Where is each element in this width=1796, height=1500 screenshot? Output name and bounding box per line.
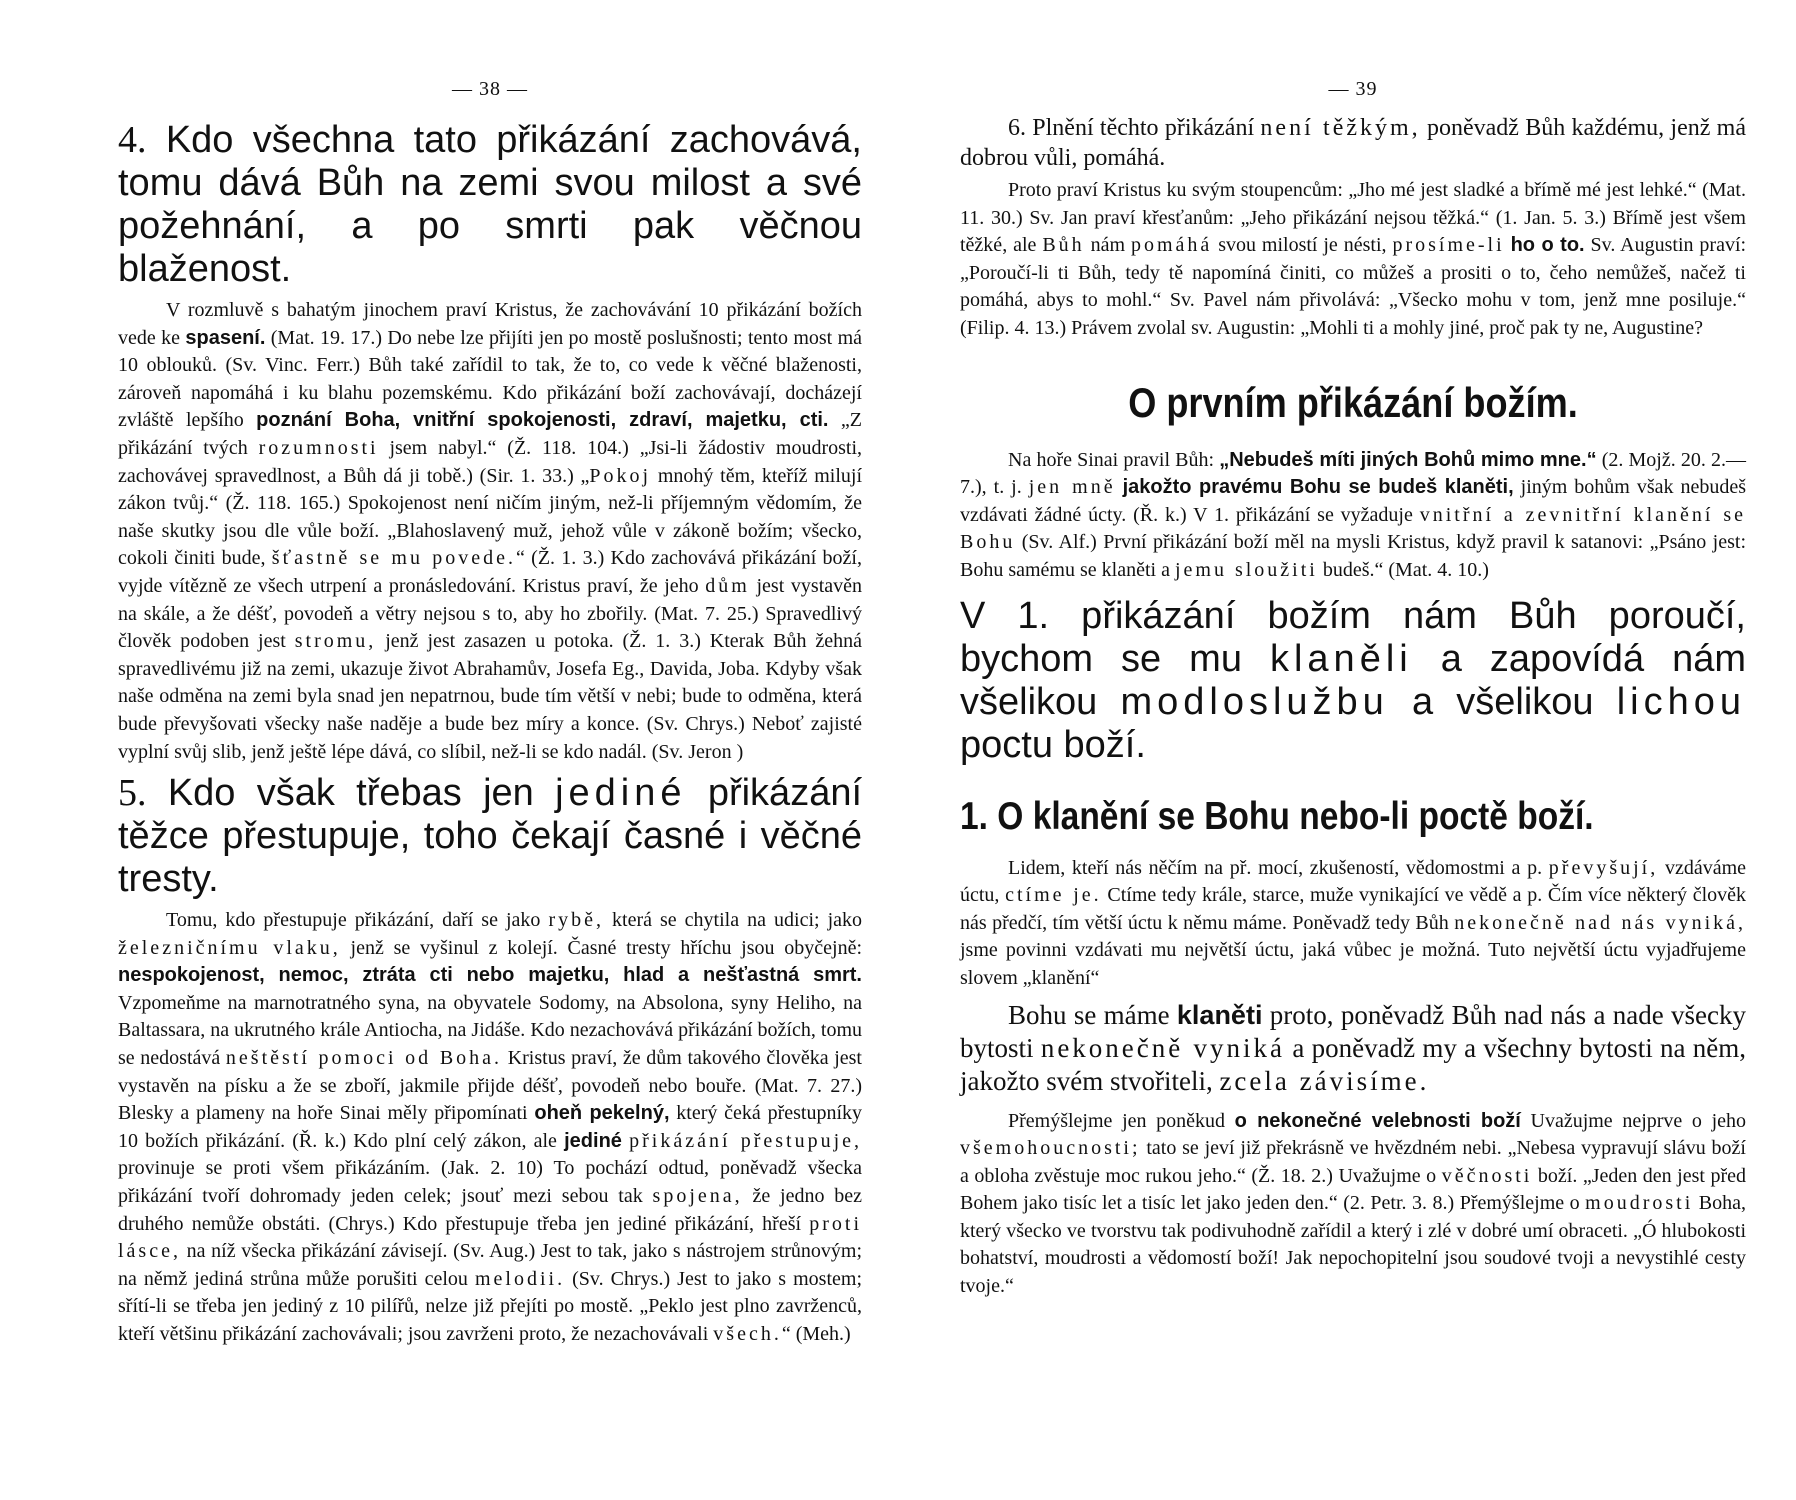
spaced-run: nekonečně nad nás vyniká,	[1454, 911, 1747, 934]
text-run: (Sv. Chrys.) Jest to jako s mostem; sřítí-li se třeba jen jediný z 10 pilířů, nelze již přejíti po mostě. „Peklo jest plno zavrženců, kteří většinu přikázání zachovávali; jsou zavrženi proto, že nezachovávali	[118, 1267, 862, 1345]
text-run: jenž se vyšinul z kolejí. Časné tresty hříchu jsou obyčejně:	[350, 936, 863, 959]
text-run: který čeká přestupníky 10 božích přikázání. (Ř. k.) Kdo plní celý zákon, ale	[118, 1102, 863, 1152]
text-run: poněvadž Bůh každému, jenž má dobrou vůli, pomáhá.	[960, 115, 1747, 171]
spaced-run: vnitřní a zevnitřní klanění se Bohu	[960, 503, 1746, 554]
spaced-run: věčnosti	[1441, 1164, 1533, 1187]
section-4-text: Kdo všechna tato přikázání zachovává, tomu dává Bůh na zemi svou milost a své požehnání, a po smrti pak věčnou blaženost.	[118, 119, 862, 290]
bold-run: o nekonečné velebnosti boží	[1234, 1109, 1521, 1132]
bold-run: klaněti	[1176, 999, 1263, 1030]
spaced-run: všech.	[713, 1323, 782, 1345]
text-run: a zapovídá nám všelikou	[960, 637, 1746, 723]
spaced-run: není těžkým,	[1260, 115, 1421, 141]
spaced-run: moudrosti	[1585, 1192, 1694, 1215]
spaced-run: přikázání přestupuje,	[629, 1129, 863, 1152]
spaced-run: železničnímu vlaku,	[118, 936, 341, 959]
text-run: jiným bohům však nebudeš vzdávati žádné úcty. (Ř. k.) V 1. přikázání se vyžaduje	[960, 476, 1747, 526]
text-run: jest vystavěn na skále, a že déšť, povodeň a větry nejsou s to, aby ho zbořily. (Mat. 7. 25.) Spravedlivý člověk podoben jest	[118, 574, 863, 653]
text-run: jenž jest zasazen u potoka. (Ž. 1. 3.) Kterak Bůh žehná spravedlivému již na zemi, ukazuje život Abrahamův, Josefa Eg., Davida, Joba. Kdyby však naše odměna na zemi byla snad jen nepatrnou, bude tím větší v nebi; bude to odměna, která bude převyšovati všecky naše naděje a bude bez míry a konce. (Sv. Chrys.) Neboť zajisté vyplní svůj slib, jenž ještě lépe dává, co slíbil, než-li se kdo nadál. (Sv. Jeron )	[118, 630, 863, 763]
spaced-run: dům	[705, 574, 750, 597]
text-run: Lidem, kteří nás něčím na př. mocí, zkušeností, vědomostmi a p.	[1008, 856, 1543, 879]
worship-reason	[960, 999, 1746, 1098]
spaced-run: Bůh	[1042, 234, 1085, 257]
spaced-run: jen mně	[1028, 476, 1116, 499]
spaced-run: rozumnosti	[258, 436, 379, 459]
spaced-run: zcela závisíme.	[1219, 1065, 1430, 1096]
text-run: Uvažujme nejprve o jeho	[1530, 1109, 1747, 1132]
section-4-heading	[118, 119, 862, 291]
text-run: vzdáváme úctu,	[960, 856, 1747, 907]
spaced-run: melodii.	[474, 1267, 566, 1290]
text-run: jsem nabyl.“ (Ž. 118. 104.) „Jsi-li žádostiv moudrosti, zachovávej spravedlnost, a Bůh dá ji tobě.) (Sir. 1. 33.) „	[118, 436, 862, 487]
text-run: nám	[1090, 234, 1126, 257]
text-run: budeš.“ (Mat. 4. 10.)	[1322, 558, 1489, 581]
section-5-heading	[118, 772, 862, 901]
text-run: (Mat. 19. 17.) Do nebe lze přijíti jen po mostě poslušnosti; tento most má 10 oblouků. (Sv. Vinc. Ferr.) Bůh také zařídil to tak, že to, co vede k věčné blaženosti, zároveň napomáhá i ku blahu pozemskému. Kdo přikázání boží zachovávají, docházejí zvláště lepšího	[118, 326, 863, 432]
text-run: (2. Mojž. 20. 2.—7.), t. j.	[960, 448, 1746, 499]
spaced-run: stromu,	[294, 630, 377, 653]
bold-run: oheň pekelný,	[534, 1102, 670, 1125]
bold-run: jediné	[564, 1129, 622, 1152]
spaced-run: šťastně se mu povede.	[271, 547, 517, 570]
paragraph-majesty	[960, 1108, 1746, 1301]
text-run: Kdo však třebas jen	[167, 772, 534, 815]
bold-run: nespokojenost, nemoc, ztráta cti nebo majetku, hlad a nešťastná smrt.	[118, 964, 862, 987]
spaced-run: Pokoj	[589, 464, 652, 487]
text-run: Boha, který všecko ve tvorstvu tak podivuhodně zařídil a který i zlé v dobré umí obraceti. „Ó hlubokosti bohatství, moudrosti a vědomostí boží! Jak nepochopitelní jsou soudové tvoji a nevystihlé cesty tvoje.“	[960, 1192, 1747, 1298]
spaced-run: pomáhá	[1130, 234, 1213, 257]
text-run: „Z přikázání tvých	[118, 409, 862, 459]
text-run: a poněvadž my a všechny bytosti na něm, jakožto svém stvořiteli,	[960, 1032, 1747, 1096]
text-run: že jedno bez druhého nemůže obstáti. (Chrys.) Kdo přestupuje třeba jen jediné přikázání, hřeší	[118, 1185, 863, 1235]
bold-run: „Nebudeš míti jiných Bohů mimo mne.“	[1219, 448, 1597, 471]
paragraph-first-commandment	[960, 447, 1746, 585]
point-6	[960, 113, 1746, 173]
text-run: boží. „Jeden den jest před Bohem jako tisíc let a tisíc let jako jeden den.“ (2. Petr. 3. 8.) Přemýšlejme o	[960, 1164, 1747, 1215]
text-run: V rozmluvě s bahatým jinochem praví Kristus, že zachovávání 10 přikázání božích vede ke	[118, 299, 862, 349]
spaced-run: nekonečně vyniká	[1040, 1032, 1286, 1063]
spaced-run: prosíme-li	[1392, 234, 1505, 257]
text-run: jsme povinni vzdávati mu největší úctu, jaká vůbec je možná. Tuto největší úctu vyjadřujeme slovem „klanění“	[960, 939, 1746, 989]
spaced-run: proti lásce,	[118, 1212, 863, 1263]
text-run: Přemýšlejme jen poněkud	[1008, 1109, 1226, 1132]
spaced-run: modloslužbu	[1120, 680, 1389, 723]
spaced-run: všemohoucnosti;	[960, 1137, 1141, 1160]
text-run: Proto praví Kristus ku svým stoupencům: „Jho mé jest sladké a břímě mé jest lehké.“ (Mat. 11. 30.) Sv. Jan praví křesťanům: „Jeho přikázání nejsou těžká.“ (1. Jan. 5. 3.) Břímě jest všem těžké, ale	[960, 179, 1746, 257]
text-run: poctu boží.	[960, 723, 1146, 766]
spaced-run: jemu sloužiti	[1174, 558, 1318, 581]
text-run: Tomu, kdo přestupuje přikázání, daří se jako	[166, 909, 541, 932]
text-run: “ (Ž. 1. 3.) Kdo zachovává přikázání boží, vyjde vítězně ze všech utrpení a pronásledování. Kristus praví, že jeho	[118, 547, 862, 597]
text-run: která se chytila na udici; jako	[612, 909, 863, 932]
paragraph-worship	[960, 855, 1746, 993]
text-run: mnohý těm, kteříž milují zákon tvůj.“ (Ž. 118. 165.) Spokojenost není ničím jiným, než-li příjemným vědomím, že naše skutky jsou dle vůle boží. „Blahoslavený muž, jehož vůle v zákoně božím; všecko, cokoli činiti bude,	[118, 464, 863, 570]
paragraph-section-4	[118, 297, 862, 766]
text-run: V 1. přikázání božím nám Bůh poroučí, bychom se mu	[960, 594, 1746, 680]
page-number-right: — 39	[1328, 78, 1378, 100]
spaced-run: převyšují,	[1548, 856, 1659, 879]
text-run: proto, poněvadž Bůh nad nás a nade všecky bytosti	[960, 999, 1747, 1063]
section-4-number: 4.	[118, 119, 147, 161]
paragraph-section-5	[118, 907, 862, 1349]
spaced-run: jediné	[555, 772, 687, 815]
text-run: Kristus praví, že dům takového člověka jest vystavěn na písku a že se zboří, jakmile přijde déšť, povodeň nebo bouře. (Mat. 7. 27.) Blesky a plameny na hoře Sinai měly připomínati	[118, 1047, 862, 1125]
text-run: Ctíme tedy krále, starce, muže vynikající ve vědě a p. Čím více některý člověk nás předčí, tím větší úctu k němu máme. Poněvadž tedy Bůh	[960, 884, 1747, 934]
page-number-left: — 38 —	[452, 78, 528, 100]
section-5-number: 5.	[118, 772, 147, 815]
text-run: na níž všecka přikázání závisejí. (Sv. Aug.) Jest to tak, jako s nástrojem strůnovým; na němž jediná strůna může porušiti celou	[118, 1240, 862, 1290]
spaced-run: rybě,	[548, 909, 604, 932]
spaced-run: neštěstí pomoci od Boha.	[225, 1047, 503, 1070]
spaced-run: klaněli	[1269, 637, 1413, 680]
bold-run: poznání Boha, vnitřní spokojenosti, zdraví, majetku, cti.	[256, 409, 829, 432]
paragraph-point-6	[960, 177, 1746, 343]
text-run: tato se jeví již překrásně ve hvězdném nebi. „Nebesa vypravují slávu boží a obloha zvěstuje moc rukou jeho.“ (Ž. 18. 2.) Uvažujme o	[960, 1137, 1746, 1187]
text-run: přikázání těžce přestupuje, toho čekají časné i věčné tresty.	[118, 772, 863, 901]
text-run: Vzpomeňme na marnotratného syna, na obyvatele Sodomy, na Absolona, syny Heliho, na Baltassara, na ukrutného krále Antiocha, na Jidáše. Kdo nezachovává přikázání božích, tomu se nedostává	[118, 991, 862, 1070]
text-run: a všelikou	[1411, 680, 1594, 723]
subsection-heading: 1. O klanění se Bohu nebo-li poctě boží.	[960, 794, 1594, 838]
text-run: Na hoře Sinai pravil Bůh:	[1008, 448, 1215, 471]
bold-run: jakožto pravému Bohu se budeš klaněti,	[1122, 476, 1514, 499]
text-run: (Sv. Alf.) První přikázání boží měl na mysli Kristus, když pravil k satanovi: „Psáno jest: Bohu samému se klaněti a	[960, 531, 1746, 581]
spaced-run: lichou	[1616, 680, 1746, 723]
text-run: Sv. Augustin praví: „Poroučí-li ti Bůh, tedy tě napomíná činiti, co můžeš a prositi o to, čeho nemůžeš, načež ti pomáhá, abys to mohl.“ Sv. Pavel nám přivolává: „Všecko mohu v tom, jenž mne posiluje.“ (Filip. 4. 13.) Právem zvolal sv. Augustin: „Mohli ti a mohly jiné, proč pak ty ne, Augustine?	[960, 234, 1747, 339]
text-run: 6. Plnění těchto přikázání	[1008, 115, 1255, 141]
bold-run: ho o to.	[1510, 234, 1585, 257]
text-run: svou milostí je nésti,	[1218, 234, 1387, 257]
text-run: Bohu se máme	[1008, 999, 1170, 1030]
spaced-run: spojena,	[652, 1185, 743, 1208]
right-page	[898, 0, 1796, 1500]
bold-run: spasení.	[185, 326, 266, 349]
first-commandment-summary	[960, 595, 1746, 767]
spaced-run: ctíme je.	[1005, 884, 1102, 907]
text-run: “ (Meh.)	[781, 1323, 851, 1345]
text-run: provinuje se proti všem přikázáním. (Jak. 2. 10) To pochází odtud, poněvadž všecka přikázání tvoří dohromady jeden celek; jsouť mezi sebou tak	[118, 1157, 862, 1208]
chapter-heading: O prvním přikázání božím.	[1128, 378, 1578, 426]
